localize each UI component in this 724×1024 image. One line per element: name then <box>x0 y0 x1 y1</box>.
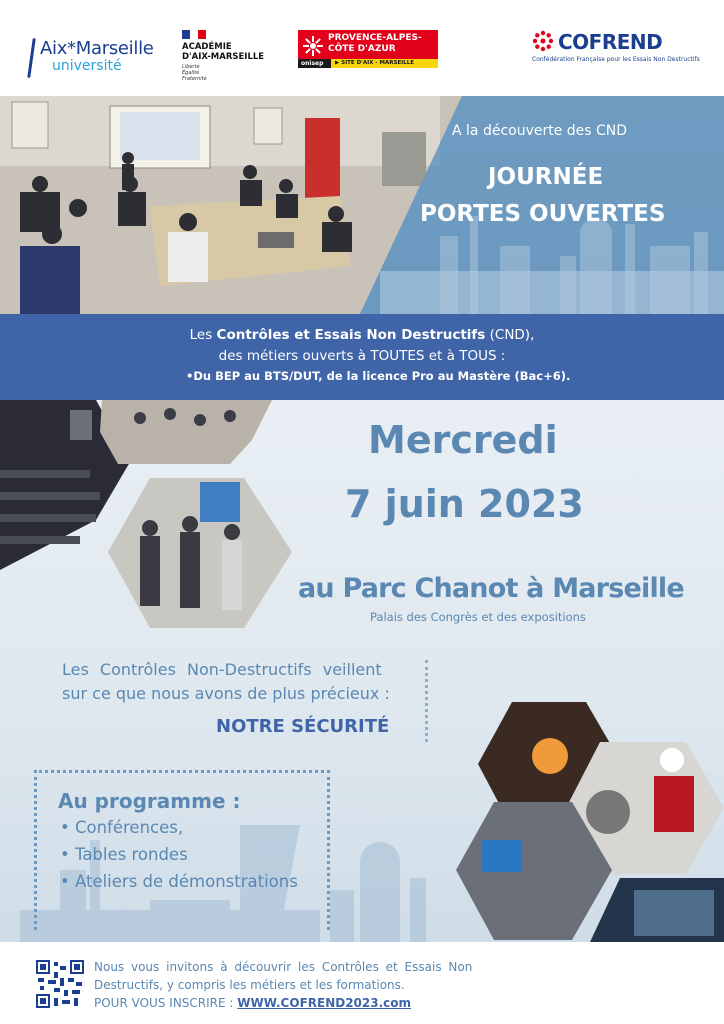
programme-title: Au programme : <box>58 789 241 813</box>
marianne-flag-icon <box>182 30 206 39</box>
onisep-tag: onisep <box>301 60 324 67</box>
region-logo-icon <box>302 35 324 57</box>
band-line3: •Du BEP au BTS/DUT, de la licence Pro au Mastère (Bac+6). <box>186 369 571 383</box>
onisep-site: ▶ SITE D'AIX - MARSEILLE <box>331 59 438 68</box>
academie-line2: D'AIX-MARSEILLE <box>182 52 265 62</box>
band-cnd-bold: Contrôles et Essais Non Destructifs <box>216 327 486 343</box>
footer-line1: Nous vous invitons à découvrir les Contrôles et Essais Non <box>94 960 473 974</box>
band-line1: Les Contrôles et Essais Non Destructifs (CND), <box>189 327 535 343</box>
footer-line2: Destructifs, y compris les métiers et les formations. <box>94 978 405 992</box>
amu-logo-icon <box>27 38 36 78</box>
event-day: Mercredi <box>368 418 558 462</box>
register-label: POUR VOUS INSCRIRE : <box>94 996 238 1010</box>
footer <box>0 942 724 1024</box>
academie-motto-3: Fraternité <box>182 76 207 82</box>
hero-subtitle: A la découverte des CND <box>452 123 628 139</box>
footer-line3 <box>94 996 411 1010</box>
message-highlight: NOTRE SÉCURITÉ <box>216 716 390 737</box>
region-line1: PROVENCE-ALPES- <box>328 33 422 43</box>
dotted-divider <box>425 660 428 742</box>
amu-logo-line1: Aix*Marseille <box>40 38 154 59</box>
programme-item-3: • Ateliers de démonstrations <box>60 872 298 891</box>
event-date: 7 juin 2023 <box>345 482 584 526</box>
programme-item-1: • Conférences, <box>60 818 184 837</box>
region-onisep-logo <box>298 30 438 68</box>
cofrend-name: COFREND <box>558 30 663 54</box>
amu-logo <box>30 36 160 86</box>
message-line1: Les Contrôles Non-Destructifs veillent <box>62 660 382 679</box>
academie-line1: ACADÉMIE <box>182 42 232 52</box>
crowd-photo-top <box>100 400 272 464</box>
header-bar <box>0 0 724 96</box>
cofrend-logo-icon <box>532 30 554 52</box>
register-link[interactable]: WWW.COFREND2023.com <box>237 996 412 1010</box>
band-line2: des métiers ouverts à TOUTES et à TOUS : <box>218 348 506 364</box>
hero-section <box>0 96 724 314</box>
cofrend-logo <box>532 28 700 68</box>
hero-title-line2: PORTES OUVERTES <box>420 201 666 227</box>
cnd-info-band <box>0 314 724 400</box>
cofrend-subtitle: Confédération Française pour les Essais Non Destructifs <box>532 56 700 63</box>
programme-item-2: • Tables rondes <box>60 845 188 864</box>
amu-logo-line2: université <box>52 58 122 74</box>
academie-motto-2: Égalité <box>182 70 200 76</box>
academie-logo <box>180 30 275 86</box>
region-line2: CÔTE D'AZUR <box>328 44 396 54</box>
message-line2: sur ce que nous avons de plus précieux : <box>62 684 390 703</box>
hero-title-line1: JOURNÉE <box>488 164 604 190</box>
event-venue: Palais des Congrès et des expositions <box>370 610 586 624</box>
qr-code-icon[interactable] <box>36 960 84 1008</box>
academie-motto-1: Liberté <box>182 64 200 70</box>
event-place: au Parc Chanot à Marseille <box>298 573 684 604</box>
